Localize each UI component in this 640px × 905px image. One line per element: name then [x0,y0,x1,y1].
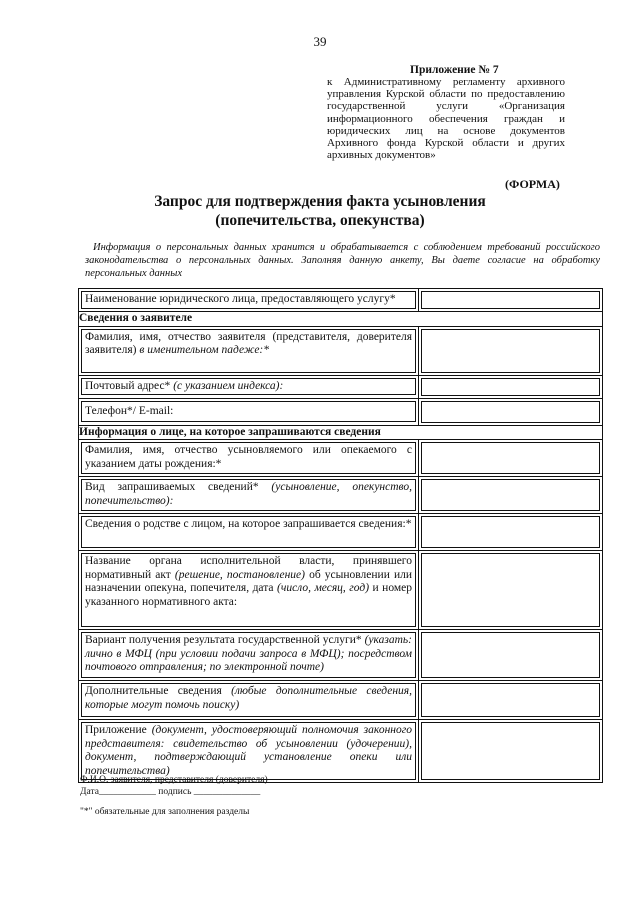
request-form-table [78,288,603,783]
address-note: (с указанием индекса): [173,379,284,392]
kind-field[interactable] [421,479,600,511]
table-row [79,398,603,425]
additional-note: (любые дополнительные сведения, которые могут помочь поиску) [85,685,412,711]
authority-label [81,553,416,627]
table-row [79,326,603,375]
signature-block [80,775,268,798]
table-row [79,289,603,312]
privacy-notice: Информация о персональных данных хранится и обрабатывается с соблюдением требований российского законодательства о персональных данных. Заполняя данную анкету, Вы даете согласие на обработку персональных данных [85,242,600,279]
attachment-label [81,722,416,780]
form-tag: (ФОРМА) [505,177,560,191]
applicant-fio-note: в именительном падеже:* [139,344,270,356]
table-row [79,630,603,681]
kind-text: Вид запрашиваемых сведений* [85,481,272,493]
authority-text-3: и номер указанного нормативного акта: [85,582,412,608]
section-applicant-label: Сведения о заявителе [79,312,603,327]
table-row [79,551,603,630]
kinship-label: Сведения о родстве с лицом, на которое запрашивается сведения:* [81,516,416,548]
section-header-applicant [79,312,603,327]
delivery-label [81,632,416,678]
table-row [79,514,603,551]
signature-line: Ф.И.О. заявителя, представителя (доверителя) [80,775,268,785]
attachment-text: Приложение [85,724,152,736]
table-row [79,477,603,514]
appendix-title: Приложение № 7 [410,64,499,76]
section-header-person [79,425,603,440]
appendix-text: к Административному регламенту архивного управления Курской области по предоставлению государственной услуги «Организация информационного обеспечения граждан и юридических лиц на основе документов Архивного фонда Курской области и других архивных документов» [327,76,565,162]
additional-text: Дополнительные сведения [85,685,232,697]
table-row [79,375,603,398]
applicant-fio-label [81,329,416,373]
title-line-1: Запрос для подтверждения факта усыновления [154,193,486,210]
date-signature-line: Дата____________ подпись ______________ [80,786,261,797]
delivery-text: Вариант получения результата государственной услуги* [85,634,365,646]
applicant-fio-text: Фамилия, имя, отчество заявителя (представителя, доверителя заявителя) [85,330,412,356]
additional-label [81,683,416,717]
kind-note: (усыновление, опекунство, попечительство): [85,481,412,507]
authority-text-1: Название органа исполнительной власти, принявшего нормативный акт [85,555,412,581]
table-row [79,720,603,783]
authority-text-2: об усыновлении или назначении опекуна, попечителя, дата [85,568,412,594]
table-row [79,681,603,720]
phone-field[interactable] [421,401,600,423]
adopted-fio-field[interactable] [421,442,600,474]
kinship-field[interactable] [421,516,600,548]
additional-field[interactable] [421,683,600,717]
adopted-fio-label: Фамилия, имя, отчество усыновляемого или опекаемого с указанием даты рождения:* [81,442,416,474]
attachment-field[interactable] [421,722,600,780]
address-text: Почтовый адрес* [85,379,174,392]
authority-note-1: (решение, постановление) [174,568,305,581]
document-title [0,192,640,230]
section-person-label: Информация о лице, на которое запрашиваются сведения [79,425,603,440]
page-number: 39 [313,34,327,49]
delivery-field[interactable] [421,632,600,678]
address-label [81,378,416,396]
delivery-note: (указать: лично в МФЦ (при условии подачи запроса в МФЦ); посредством почтового отправления; по электронной почте) [85,634,412,673]
title-line-2: (попечительства, опекунства) [215,212,425,229]
org-name-label: Наименование юридического лица, предоставляющего услугу* [81,291,416,309]
table-row [79,440,603,477]
org-name-field[interactable] [421,291,600,309]
authority-note-2: (число, месяц, год) [277,582,370,594]
address-field[interactable] [421,378,600,396]
attachment-note: (документ, удостоверяющий полномочия законного представителя: свидетельство об усыновлении (удочерении), документ, подтверждающий установление опеки или попечительства) [85,724,412,777]
authority-field[interactable] [421,553,600,627]
applicant-fio-field[interactable] [421,329,600,373]
phone-label: Телефон*/ E-mail: [81,401,416,423]
required-fields-note: "*" обязательные для заполнения разделы [80,807,250,817]
kind-label [81,479,416,511]
